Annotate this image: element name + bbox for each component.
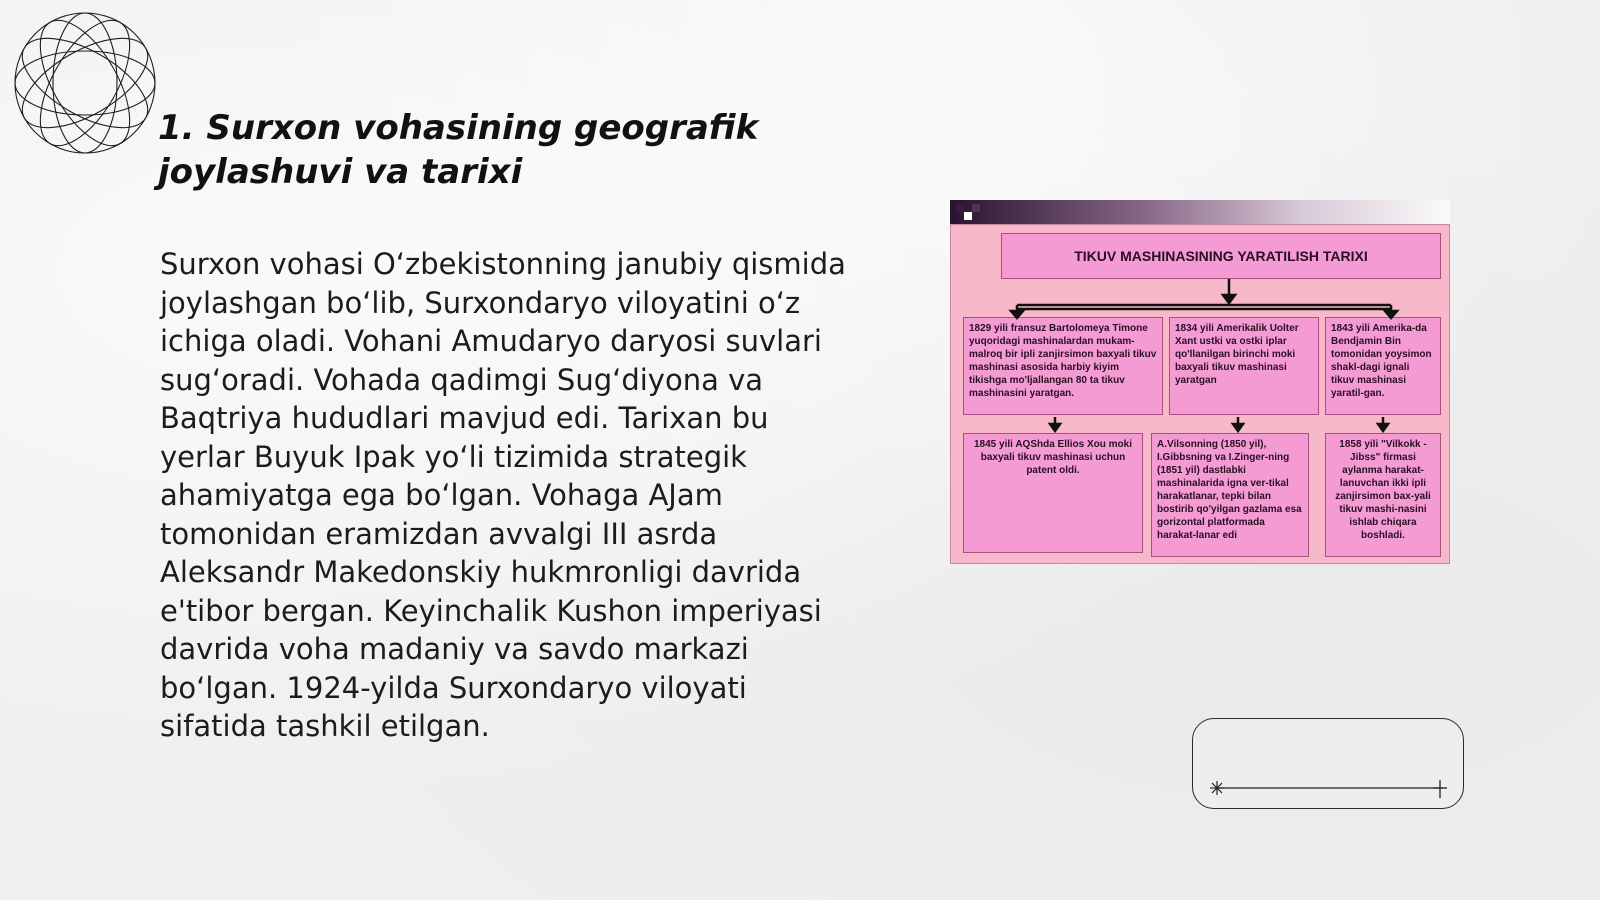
slide-body-text: Surxon vohasi O‘zbekistonning janubiy qismida joylashgan bo‘lib, Surxondaryo viloyatini o‘z ichiga oladi. Vohani Amudaryo daryosi suvlari sug‘oradi. Vohada qadimgi Sug‘diyona va Baqtriya hududlari mavjud edi. Tarixan bu yerlar Buyuk Ipak yo‘li tizimida strategik ahamiyatga ega bo‘lgan. Vohaga AJam tomonidan eramizdan avvalgi III asrda Aleksandr Makedonskiy hukmronligi davrida e'tibor bergan. Keyinchalik Kushon imperiyasi davrida voha madaniy va savdo markazi bo‘lgan. 1924-yilda Surxondaryo viloyati sifatida tashkil etilgan. bbox=[160, 247, 846, 743]
slide-title: 1. Surxon vohasining geografik joylashuvi va tarixi bbox=[158, 108, 759, 192]
decorative-line bbox=[1205, 780, 1460, 802]
diagram-top-strip bbox=[950, 200, 1450, 224]
diagram-box-1858: 1858 yili "Vilkokk - Jibss" firmasi aylanma harakat-lanuvchan ikki ipli zanjirsimon bax-yali tikuv mashi-nasini ishlab chiqara boshladi. bbox=[1325, 433, 1441, 557]
diagram-heading: TIKUV MASHINASINING YARATILISH TARIXI bbox=[1001, 233, 1441, 279]
diagram-box-1843: 1843 yili Amerika-da Bendjamin Bin tomonidan yoysimon shakl-dagi ignali tikuv mashinasi yaratil-gan. bbox=[1325, 317, 1441, 415]
diagram-box-1845: 1845 yili AQShda Ellios Xou moki baxyali tikuv mashinasi uchun patent oldi. bbox=[963, 433, 1143, 553]
cross-star-icon bbox=[1433, 780, 1447, 798]
diagram-box-1850: A.Vilsonning (1850 yil), I.Gibbsning va I.Zinger-ning (1851 yil) dastlabki mashinalarida igna ver-tikal harakatlanar, tepki bilan bostirib qo'yilgan gazlama esa gorizontal platformada harakat-lanar edi bbox=[1151, 433, 1309, 557]
spirograph-orb-icon bbox=[10, 8, 160, 158]
diagram-box-1834: 1834 yili Amerikalik Uolter Xant ustki va ostki iplar qo'llanilgan birinchi moki baxyali tikuv mashinasi yaratgan bbox=[1169, 317, 1319, 415]
diagram-body bbox=[950, 224, 1450, 564]
sparkle-icon bbox=[1210, 781, 1224, 795]
sewing-machine-history-diagram bbox=[950, 200, 1450, 564]
diagram-box-1829: 1829 yili fransuz Bartolomeya Timone yuqoridagi mashinalardan mukam-malroq bir ipli zanjirsimon baxyali tikuv mashinasi asosida harbiy kiyim tikishga mo'ljallangan 80 ta tikuv mashinasini yaratgan. bbox=[963, 317, 1163, 415]
